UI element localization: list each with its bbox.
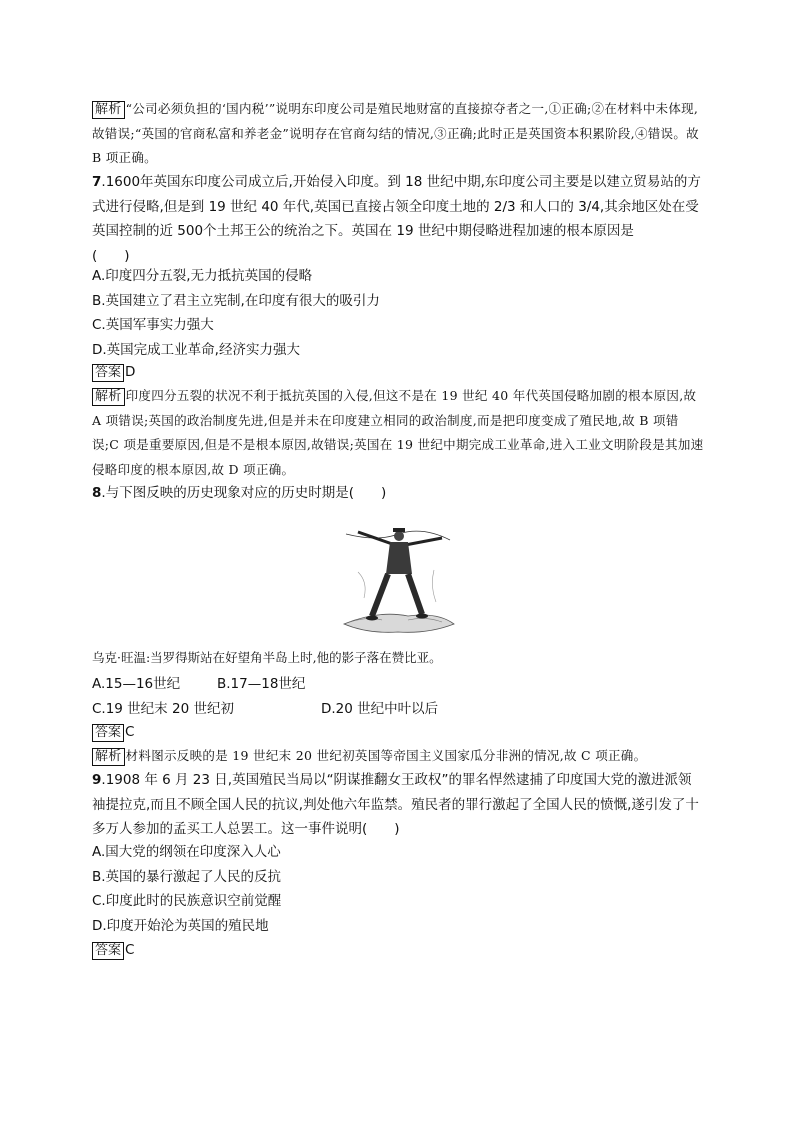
question-8-answer [92, 720, 704, 745]
option-b: B.英国建立了君主立宪制,在印度有很大的吸引力 [92, 292, 380, 309]
question-7-stem [92, 170, 704, 268]
question-number: 9 [92, 772, 102, 788]
answer-value: C [125, 942, 135, 958]
question-text: .与下图反映的历史现象对应的历史时期是( ) [101, 485, 387, 501]
option-a: A.15—16世纪 [92, 676, 181, 692]
question-7-answer [92, 360, 704, 385]
analysis-text: 材料图示反映的是 19 世纪末 20 世纪初英国等帝国主义国家瓜分非洲的情况,故 C 项正确。 [125, 748, 647, 763]
question-8-stem [92, 481, 704, 506]
question-text: .1600年英国东印度公司成立后,开始侵入印度。到 18 世纪中期,东印度公司主要是以建立贸易站的方式进行侵略,但是到 19 世纪 40 年代,英国已直接占领全印度土地的 2/3 和人口的 3/4,其余地区处在受英国控制的近 500个土邦王公的统治之下。英国在 19 世纪中期侵略进程加速的根本原因是 [92, 174, 701, 239]
answer-tag: 答案 [92, 364, 124, 382]
question-7-analysis [92, 384, 704, 482]
answer-tag: 答案 [92, 942, 124, 960]
question-8-options [92, 672, 704, 721]
colossus-cartoon-image [338, 512, 458, 636]
question-text: .1908 年 6 月 23 日,英国殖民当局以“阴谋推翻女王政权”的罪名悍然逮捕了印度国大党的激进派领袖提拉克,而且不顾全国人民的抗议,判处他六年监禁。殖民者的罪行激起了全国人民的愤慨,遂引发了十多万人参加的孟买工人总罢工。这一事件说明( ) [92, 772, 699, 837]
option-c: C.英国军事实力强大 [92, 317, 214, 333]
option-a: A.国大党的纲领在印度深入人心 [92, 844, 281, 860]
answer-parens: ( ) [92, 247, 130, 264]
question-number: 7 [92, 174, 102, 190]
option-a: A.印度四分五裂,无力抵抗英国的侵略 [92, 268, 313, 284]
answer-value: C [125, 724, 135, 740]
option-d: D.英国完成工业革命,经济实力强大 [92, 341, 300, 358]
question-number: 8 [92, 485, 102, 501]
option-c: C.19 世纪末 20 世纪初 [92, 700, 234, 717]
option-c: C.印度此时的民族意识空前觉醒 [92, 893, 282, 909]
q6-analysis [92, 97, 704, 171]
analysis-tag: 解析 [92, 388, 125, 406]
option-d: D.印度开始沦为英国的殖民地 [92, 917, 269, 934]
option-d: D.20 世纪中叶以后 [321, 700, 439, 717]
answer-value: D [125, 364, 136, 380]
question-7-options [92, 264, 704, 362]
analysis-text: “公司必须负担的‘国内税’”说明东印度公司是殖民地财富的直接掠夺者之一,①正确;②在材料中未体现,故错误;“英国的官商私富和养老金”说明存在官商勾结的情况,③正确;此时正是英国资本积累阶段,④错误。故 B 项正确。 [92, 101, 699, 165]
analysis-tag: 解析 [92, 101, 125, 119]
figure-caption: 乌克·旺温:当罗得斯站在好望角半岛上时,他的影子落在赞比亚。 [92, 650, 442, 665]
analysis-tag: 解析 [92, 748, 125, 766]
analysis-text: 印度四分五裂的状况不利于抵抗英国的入侵,但这不是在 19 世纪 40 年代英国侵略加剧的根本原因,故 A 项错误;英国的政治制度先进,但是并未在印度建立相同的政治制度,而是把印度变成了殖民地,故 B 项错误;C 项是重要原因,但是不是根本原因,故错误;英国在 19 世纪中期完成工业革命,进入工业文明阶段是其加速侵略印度的根本原因,故 D 项正确。 [92, 388, 704, 477]
answer-tag: 答案 [92, 724, 124, 742]
question-8-analysis [92, 744, 704, 769]
question-9-options [92, 840, 704, 938]
option-b: B.英国的暴行激起了人民的反抗 [92, 868, 282, 885]
option-b: B.17—18世纪 [217, 676, 306, 692]
question-9-stem [92, 768, 704, 842]
question-9-answer [92, 938, 704, 963]
